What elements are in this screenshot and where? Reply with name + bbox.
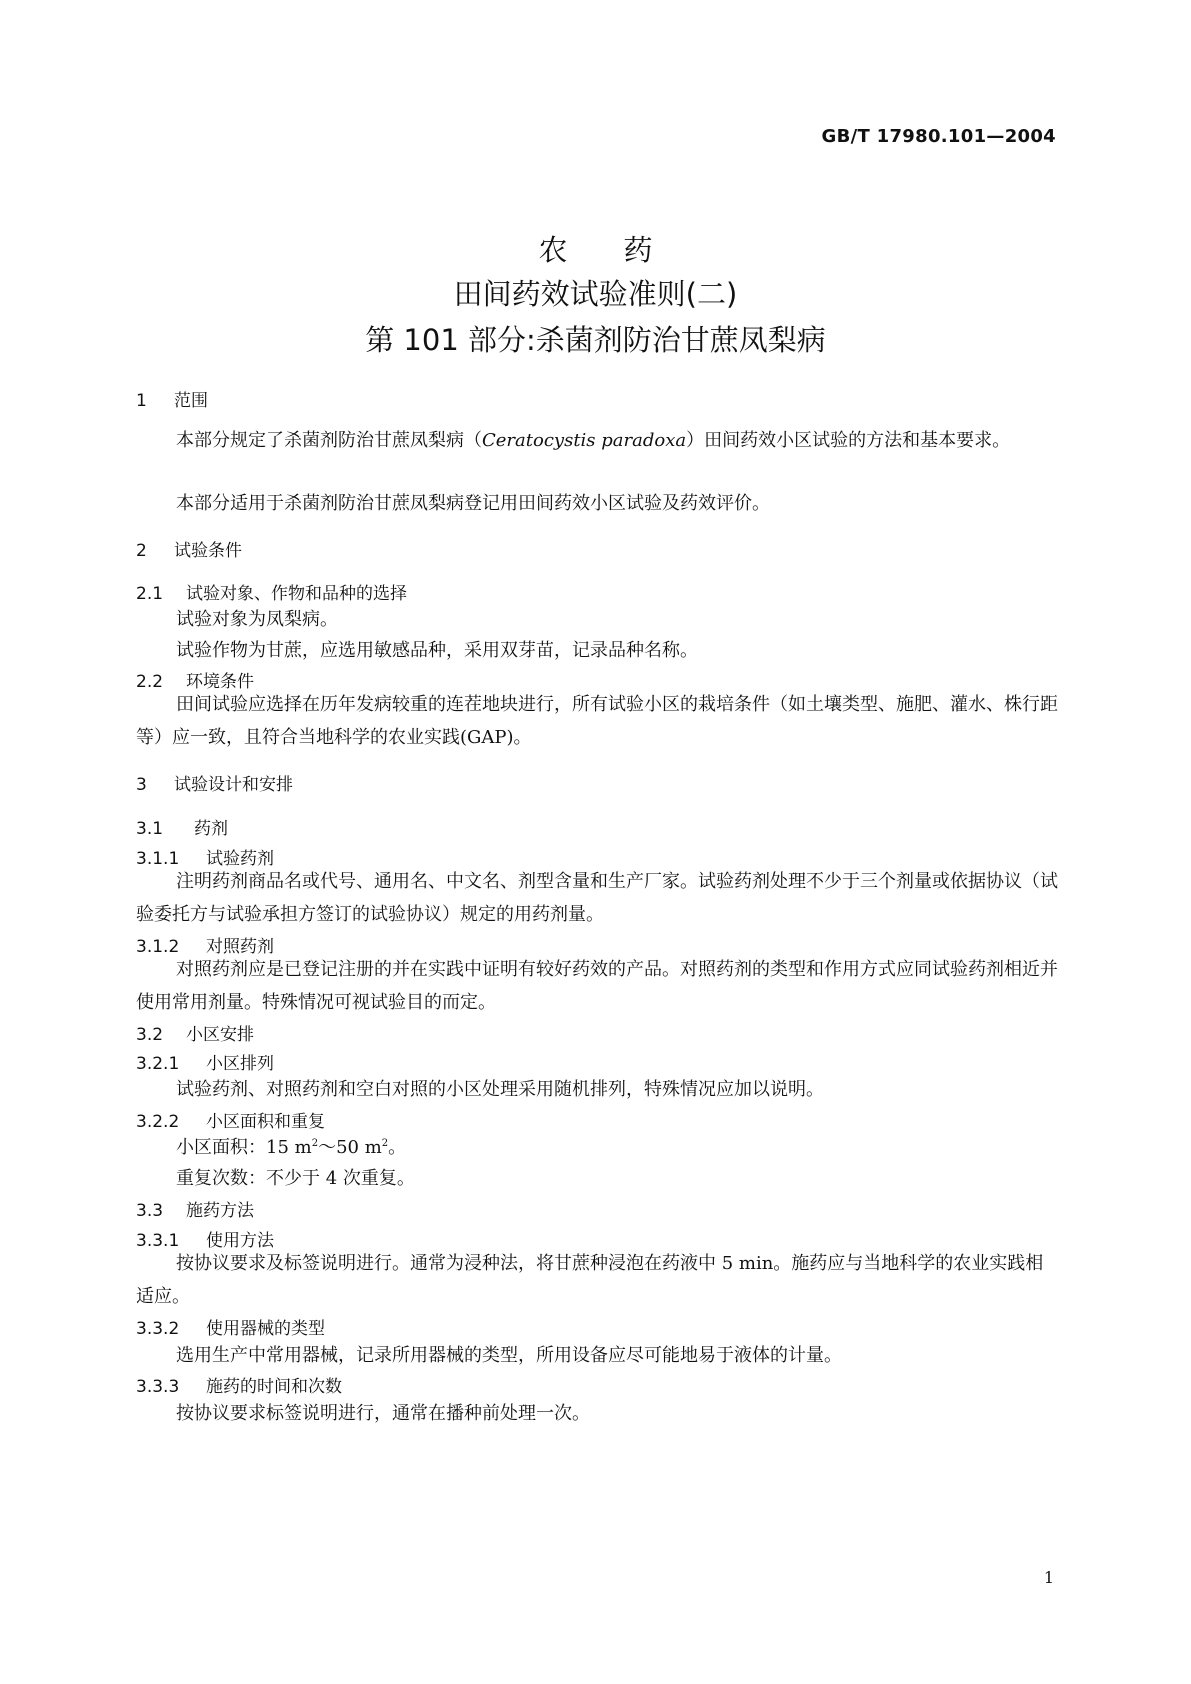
- section-2-1-paragraph-1: 试验对象为凤梨病。: [176, 609, 338, 630]
- section-3-3-heading: 3.3 施药方法: [136, 1201, 254, 1221]
- section-3-2-heading: 3.2 小区安排: [136, 1025, 254, 1045]
- section-3-1-2-paragraph: 对照药剂应是已登记注册的并在实践中证明有较好药效的产品。对照药剂的类型和作用方式应同试验药剂相近并使用常用剂量。特殊情况可视试验目的而定。: [136, 959, 1058, 1013]
- section-3-1-2-heading: 3.1.2 对照药剂: [136, 937, 274, 957]
- section-3-3-3-paragraph: 按协议要求标签说明进行，通常在播种前处理一次。: [176, 1403, 590, 1424]
- title-line-3: 第 101 部分:杀菌剂防治甘蔗凤梨病: [365, 323, 826, 357]
- section-3-2-1-paragraph: 试验药剂、对照药剂和空白对照的小区处理采用随机排列，特殊情况应加以说明。: [176, 1079, 824, 1100]
- section-3-3-1-paragraph: 按协议要求及标签说明进行。通常为浸种法，将甘蔗种浸泡在药液中 5 min。施药应与当地科学的农业实践相适应。: [136, 1253, 1044, 1307]
- section-3-1-1-heading: 3.1.1 试验药剂: [136, 849, 274, 869]
- section-3-2-2-heading: 3.2.2 小区面积和重复: [136, 1112, 325, 1132]
- section-2-1-heading: 2.1 试验对象、作物和品种的选择: [136, 584, 407, 604]
- section-2-2-paragraph-1: 田间试验应选择在历年发病较重的连茬地块进行，所有试验小区的栽培条件（如土壤类型、施肥、灌水、株行距等）应一致，且符合当地科学的农业实践(GAP)。: [136, 694, 1058, 748]
- title-line-1: 农药: [538, 233, 709, 267]
- section-1-paragraph-1: 本部分规定了杀菌剂防治甘蔗凤梨病（Ceratocystis paradoxa）田间药效小区试验的方法和基本要求。: [176, 430, 1011, 451]
- section-title: 范围: [174, 391, 208, 411]
- section-3-3-1-heading: 3.3.1 使用方法: [136, 1231, 274, 1251]
- section-3-2-1-heading: 3.2.1 小区排列: [136, 1054, 274, 1074]
- section-3-heading: 3 试验设计和安排: [136, 775, 293, 795]
- section-1-paragraph-2: 本部分适用于杀菌剂防治甘蔗凤梨病登记用田间药效小区试验及药效评价。: [176, 493, 770, 514]
- section-3-3-3-heading: 3.3.3 施药的时间和次数: [136, 1377, 342, 1397]
- section-3-2-2-area: 小区面积：15 $m^2\sim 50$ $m^2$。: [176, 1137, 407, 1158]
- section-2-heading: 2 试验条件: [136, 541, 242, 561]
- standard-code: GB/T 17980.101—2004: [821, 126, 1056, 147]
- latin-name: Ceratocystis paradoxa: [482, 430, 687, 451]
- section-2-1-paragraph-2: 试验作物为甘蔗，应选用敏感品种，采用双芽苗，记录品种名称。: [176, 640, 698, 661]
- section-3-2-2-repeats: 重复次数：不少于 4 次重复。: [176, 1168, 415, 1189]
- page-number: 1: [1043, 1568, 1054, 1587]
- section-1-heading: [136, 386, 208, 411]
- title-line-2: 田间药效试验准则(二): [453, 277, 738, 311]
- section-3-1-heading: 3.1 药剂: [136, 819, 228, 839]
- section-number: 1: [136, 391, 147, 411]
- section-3-3-2-paragraph: 选用生产中常用器械，记录所用器械的类型，所用设备应尽可能地易于液体的计量。: [176, 1345, 842, 1366]
- section-3-3-2-heading: 3.3.2 使用器械的类型: [136, 1319, 325, 1339]
- section-2-2-heading: 2.2 环境条件: [136, 672, 254, 692]
- section-3-1-1-paragraph: 注明药剂商品名或代号、通用名、中文名、剂型含量和生产厂家。试验药剂处理不少于三个剂量或依据协议（试验委托方与试验承担方签订的试验协议）规定的用药剂量。: [136, 871, 1058, 925]
